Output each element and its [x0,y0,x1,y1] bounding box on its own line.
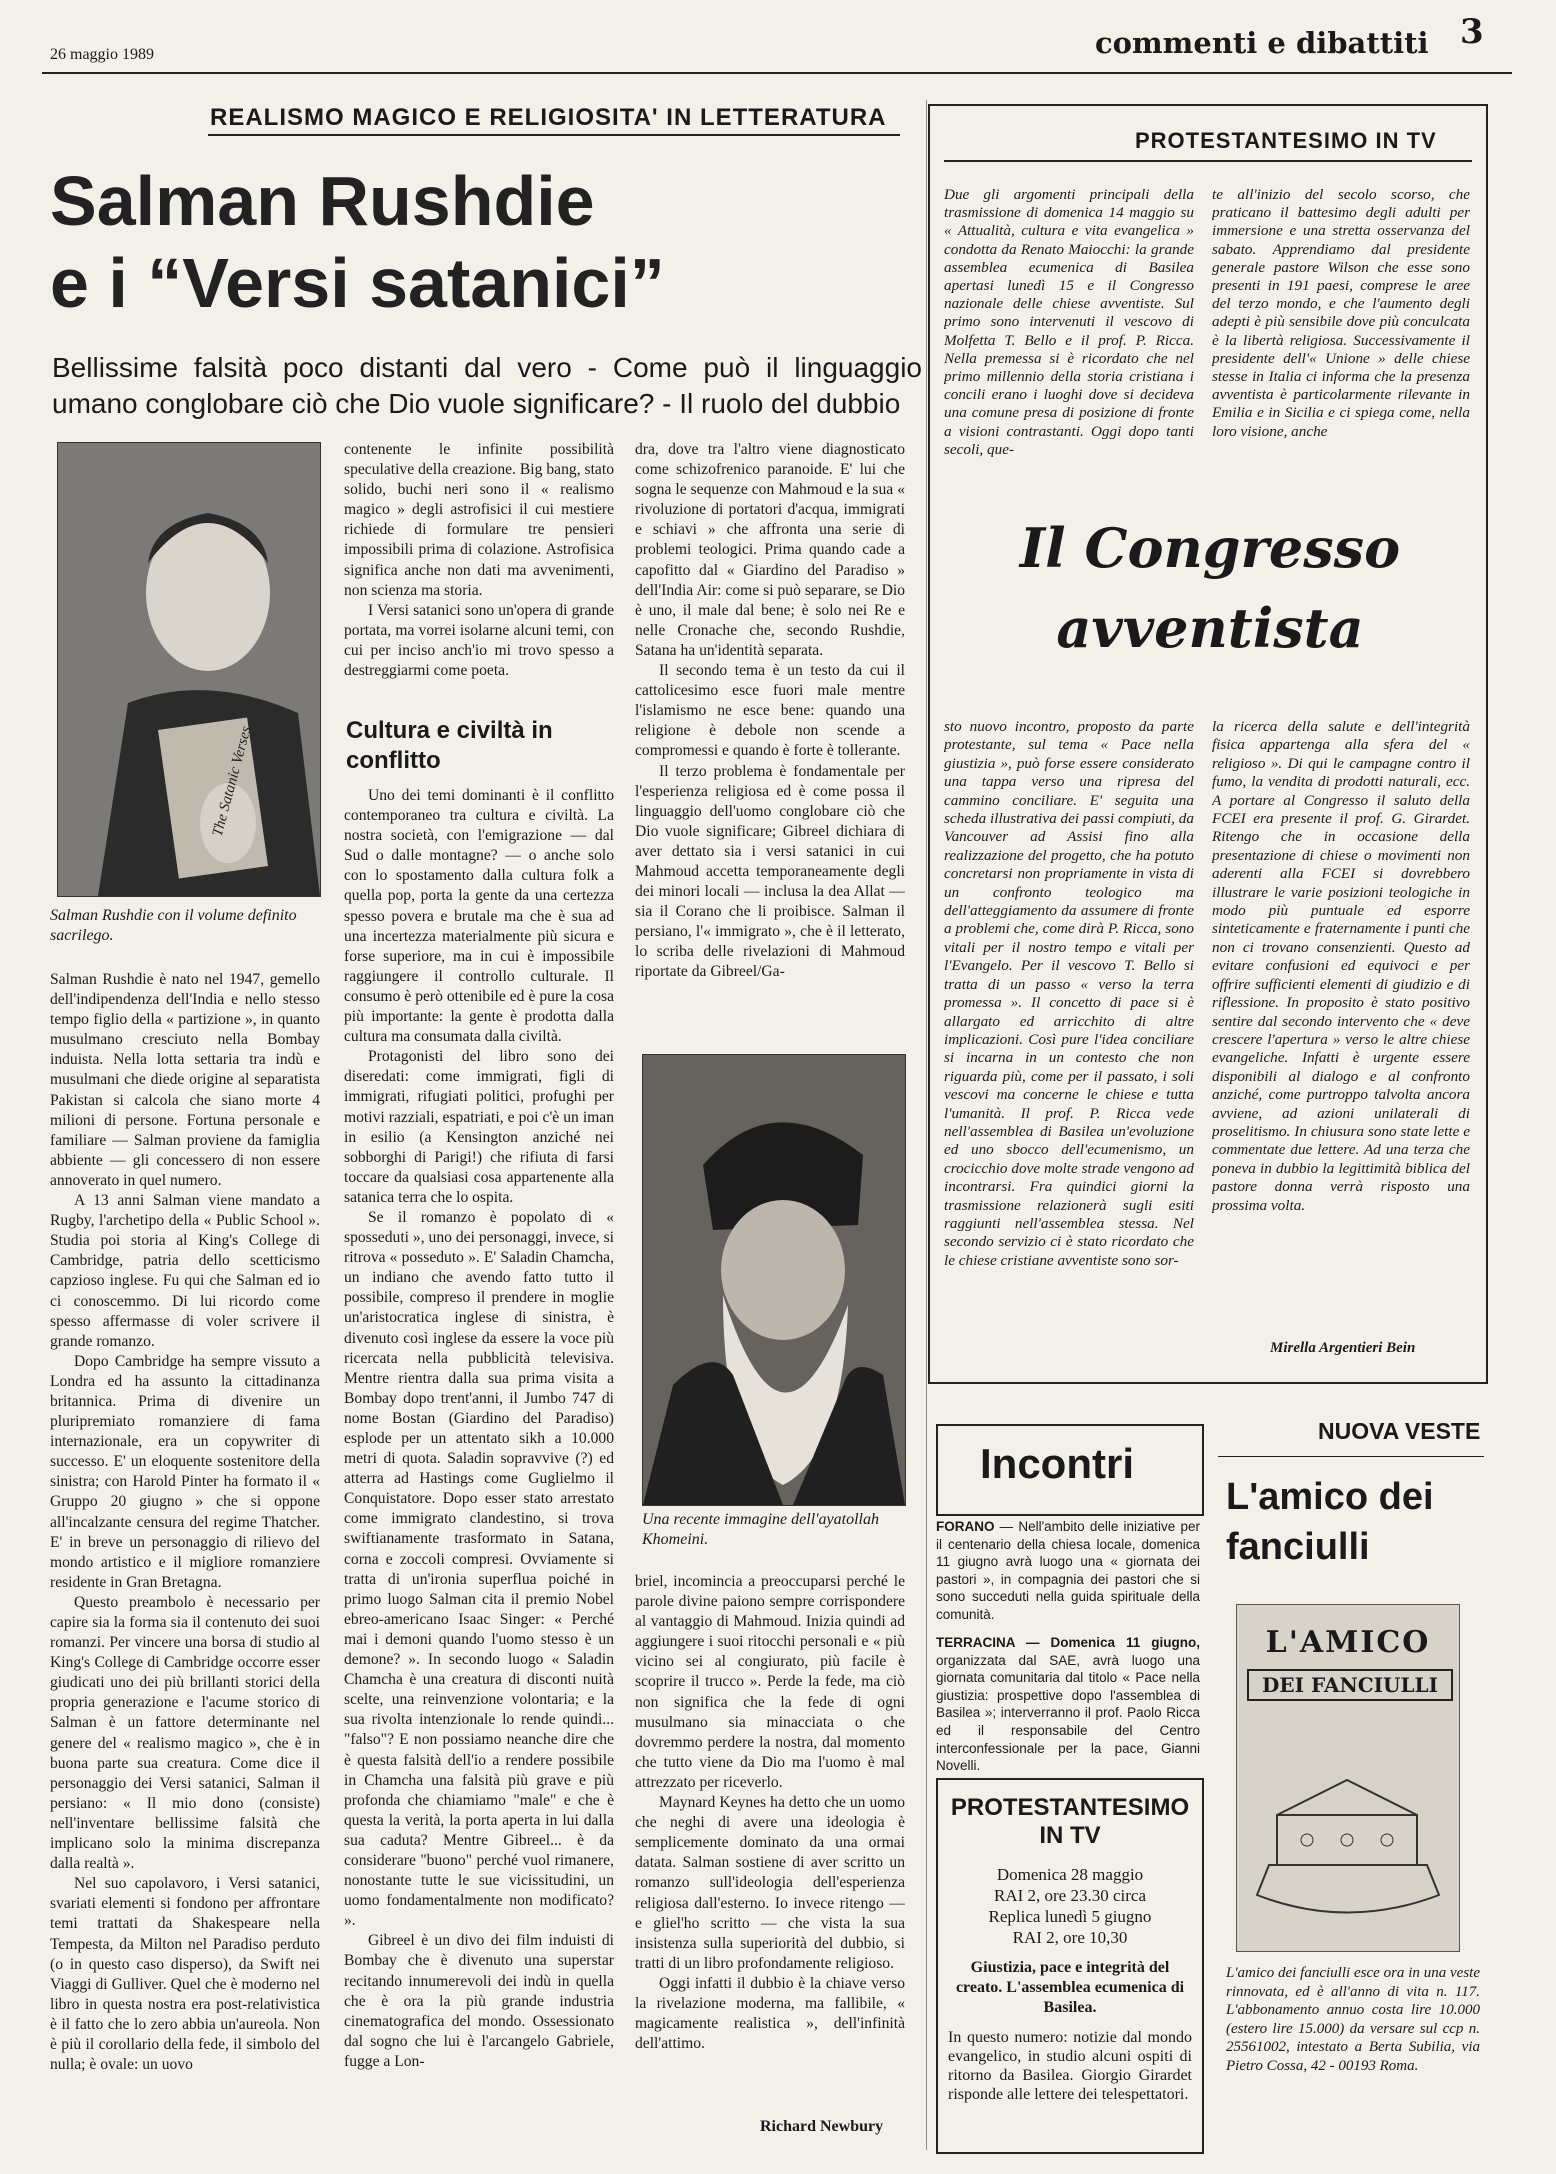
tv-title-line2: IN TV [1039,1822,1101,1849]
nuova-veste-kicker: NUOVA VESTE [1318,1418,1481,1444]
col2-para: contenente le infinite possibilità speculative della creazione. Big bang, stato solido, buchi neri sono il « realismo magico » degli astrofisici il cui mestiere richiede di formulare tre pensieri impossibili prima di colazione. Astrofisica significa anche non dati ma avvenimenti, non scienza ma storia. [344,441,614,599]
khomeini-photo [642,1054,906,1506]
box-title: PROTESTANTESIMO IN TV [1135,128,1437,153]
book-cover-text: The Satanic Verses [209,724,255,839]
tv-line3: Replica lunedì 5 giugno [988,1907,1152,1926]
incontri-box [936,1424,1204,1516]
article-headline [50,160,665,324]
box-intro-col2: te all'inizio del secolo scorso, che praticano il battesimo degli adulti per immersione e una stretta osservanza del sabato. Apprendiamo dal presidente generale pastore Wilson che esse sono presenti in 191 paesi, comprese le aree del terzo mondo, e che l'aumento degli adepti è più sensibile dove più conculcata è la libertà religiosa. Successivamente il presidente dell'« Unione » delle chiese stesse in Italia ci informa che la presenza avventista è particolarmente rilevante in Emilia e in Sicilia e ci spiega come, nella loro visione, anche [1212,186,1470,440]
incontri-title: Incontri [980,1440,1134,1487]
box-title-rule [944,160,1472,162]
tv-line2: RAI 2, ore 23.30 circa [993,1886,1146,1905]
col3-para: Il secondo tema è un testo da cui il cattolicesimo esce fuori male mentre l'islamismo ne esce bene: quando una religione è debole non scende a compromessi e quando è forte è tollerante. [635,662,905,760]
cover-title-line2: DEI FANCIULLI [1247,1669,1453,1701]
cover-ark-illustration [1247,1755,1449,1935]
col3-para: Maynard Keynes ha detto che un uomo che neghi di avere una ideologia è semplicemente dominato da una ormai datata. Salman sostiene di aver scritto un romanzo sull'ideologia dell'esperienza religiosa dall'esterno. Io invece ritengo — e gliel'ho scritto — che vista la sua insistenza sulla superiorità del dubbio, si tratti di un libro profondamente religioso. [635,1794,905,1972]
tv-topic: Giustizia, pace e integrità del creato. L'assemblea ecumenica di Basilea. [955,1959,1185,2016]
kicker-rule [208,134,900,136]
article-subtitle: Bellissime falsità poco distanti dal vero - Come può il linguaggio umano conglobare ciò che Dio vuole significare? - Il ruolo del dubbio [52,352,922,419]
header-rule [42,72,1512,74]
page-number: 3 [1460,12,1484,52]
photo1-caption: Salman Rushdie con il volume definito sacrilego. [50,907,297,944]
forano-text: — Nell'ambito delle iniziative per il centenario della chiesa locale, domenica 11 giugno avrà luogo una « giornata dei pastori », in compagnia dei pastori che si sono succeduti nella guida spirituale della comunità. [936,1519,1200,1622]
col2-para: Gibreel è un divo dei film induisti di Bombay che è divenuto una superstar recitando innumerevoli dei indù in quella che è ora la più grande industria cinematografica del mondo. Ossessionato dal sogno che lui è l'arcangelo Gabriele, fugge a Lon- [344,1932,614,2070]
magazine-cover [1236,1604,1460,1952]
box-intro-col1: Due gli argomenti principali della trasmissione di domenica 14 maggio su « Attualità, cultura e vita evangelica » condotta da Renato Maiocchi: la grande assemblea ecumenica di Basilea apertasi lunedì 15 e il Congresso nazionale delle chiese avventiste. Sul primo sono intervenuti il vescovo di Molfetta T. Bello e il prof. P. Ricca. Nella premessa si è ricordato che nel primo millennio della storia cristiana i concili erano i luoghi dove si decideva una comune presa di posizione di fronte a visioni contrastanti. Oggi dopo tanti secoli, que- [944,186,1194,458]
tv-schedule-box [936,1778,1204,2154]
forano-lead: FORANO [936,1519,995,1534]
rushdie-portrait-illustration [58,443,320,896]
congress-title-2: avventista [1056,596,1364,660]
col3-para: Oggi infatti il dubbio è la chiave verso la rivelazione moderna, ma fallibile, « magicamente realistica », dell'infinità dell'attimo. [635,1974,905,2053]
article-col2-top [344,440,614,700]
nuova-veste-rule [1218,1456,1484,1457]
article-byline: Richard Newbury [760,2118,884,2135]
nuova-veste-title: L'amico dei fanciulli [1226,1476,1434,1568]
col1-para: Salman Rushdie è nato nel 1947, gemello dell'indipendenza dell'India e nello stesso tempo figlio della « partizione », in quanto musulmano cresciuto nella Bombay induista. Nella lotta settaria tra indù e musulmani che diede origine al separatista Pakistan si calcola che siano morte 4 milioni di persone. Fortuna personale e familiare — Salman proviene da famiglia abbiente — gli concessero di non essere annoverato in quel numero. [50,971,320,1189]
col3-para: Il terzo problema è fondamentale per l'esperienza religiosa ed è come possa il linguaggio dell'uomo conglobare ciò che Dio vuole significare; Gibreel dichiara di aver dettato sia i versi satanici in cui Mahmoud accetta temporaneamente degli dei minori locali — inclusa la dea Allat — sia il Corano che li proibisce. Salman il persiano, l'« immigrato », che è il letterato, lo scriba delle rivelazioni di Mahmoud riportate da Gibreel/Ga- [635,762,905,981]
box-body-col1: sto nuovo incontro, proposto da parte protestante, sul tema « Pace nella giustizia », può forse essere considerato una tappa verso una ripresa del cammino conciliare. E' seguita una scheda illustrativa dei passi compiuti, da Vancouver ad Assisi fino alla realizzazione del progetto, che ha potuto concretarsi non propriamente in vista di un confronto teologico ma dell'atteggiamento da assumere di fronte a problemi che, come dirà P. Ricca, sono vitali per il nostro tempo e vitali per l'Evangelo. Per il vescovo T. Bello si tratta di un passo « verso la terra promessa ». Il concetto di pace si è allargato ed arricchito di altre implicazioni. Così pure l'idea conciliare si incarna in un contesto che non riguarda più, come per il passato, i soli vescovi ma concerne le chiese e tutta l'umanità. Il prof. P. Ricca vede nell'assemblea di Basilea un'evoluzione ed uno sbocco dell'ecumenismo, un crocicchio dove molte strade vengono ad incontrarsi. Fra quindici giorni la trasmissione relazionerà sugli esiti raggiunti nell'assemblea stessa. Nel secondo servizio ci è stato ricordato che le chiese cristiane avventiste sono sor- [944,718,1194,1269]
col2-para: Uno dei temi dominanti è il conflitto contemporaneo tra cultura e civiltà. La nostra società, con l'emigrazione — dal Sud o dalle montagne? — o anche solo con lo spostamento dalla cultura folk a quella pop, porta la gente da una certezza spesso povera e brutale ma che è sua ad una incertezza materialmente più sicura e forse superiore, ma in cui è impossibile raggiungere il controllo culturale. Il consumo è però ottenibile ed è pure la cosa più importante: la gente è prodotta dalla cultura ma consumata dalla civiltà. [344,787,614,1046]
incontri-item-terracina [936,1634,1200,1775]
tv-line4: RAI 2, ore 10,30 [1012,1928,1128,1947]
col1-para: Nel suo capolavoro, i Versi satanici, svariati elementi si fondono per affrontare temi trattati da Shakespeare nella Tempesta, da Milton nel Paradiso perduto (o in questo caso disperso), da Swift nei Viaggi di Gulliver. Quel che è moderno nel libro in questa nostra era post-relativistica è il fatto che lo zero abbia un'aureola. Non è più il corollario della fede, il simbolo del nulla; è ovale: un uovo [50,1875,320,2074]
column-divider [926,100,927,2150]
headline-line1: Salman Rushdie [50,162,595,240]
col1-para: Dopo Cambridge ha sempre vissuto a Londra ed ha assunto la cittadinanza britannica. Prima di divenire un pluripremiato romanziere di fama internazionale, era un copywriter di successo. E' un eloquente sostenitore della sinistra; con Harold Pinter ha formato il « Gruppo 20 giugno » che si oppone all'incalzante censura del regime Thatcher. E' in breve un personaggio di rilievo del mondo artistico e il migliore romanziere residente in Gran Bretagna. [50,1352,320,1591]
section-heading: Cultura e civiltà in conflitto [346,717,553,774]
issue-date: 26 maggio 1989 [50,46,154,63]
photo2-caption: Una recente immagine dell'ayatollah Khomeini. [642,1511,879,1548]
col2-para: Protagonisti del libro sono dei diseredati: come immigrati, figli di immigrati, rifugiati politici, profughi per motivi razziali, espatriati, e poi c'è un iman in esilio (a Kensington anziché nei sobborghi di Parigi!) che rifiuta di farsi toccare da qualsiasi cosa appartenente alla satanica terra che lo ospita. [344,1048,614,1206]
cover-title-line1: L'AMICO [1265,1625,1431,1660]
box-author: Mirella Argentieri Bein [1270,1340,1416,1356]
congress-title-1: Il Congresso [1019,516,1401,580]
col1-para: A 13 anni Salman viene mandato a Rugby, l'archetipo della « Public School ». Studia poi storia al King's College di Cambridge, patria dello scetticismo capzioso inglese. Fu qui che Salman ed io ci conoscemmo. Di lui ricordo come spesso affermasse di voler scrivere il grande romanzo. [50,1192,320,1350]
col3-para: briel, incomincia a preoccuparsi perché le parole divine paiono sempre corrispondere al vantaggio di Mahmoud. Inizia quindi ad aggiungere i suoi ritocchi personali e « più vicino sei al congiurato, più facile è scoprire il trucco ». Perde la fede, ma ciò non significa che la fede di ogni musulmano sia minacciata o che dovremmo perdere la nostra, dal momento che tutto viene da Dio ma l'uomo è mal attrezzato per riceverlo. [635,1573,905,1791]
article-col3-bottom [635,1572,905,2112]
article-col3-top [635,440,905,1035]
terracina-text: organizzata dal SAE, avrà luogo una giornata comunitaria dal titolo « Pace nella giustizia: prospettive dopo l'assemblea di Basilea »; interverranno il prof. Paolo Ricca ed il responsabile del Centro interconfessionale per la pace, Gianni Novelli. [936,1652,1200,1774]
col3-para: dra, dove tra l'altro viene diagnosticato come schizofrenico paranoide. E' lui che sogna le sequenze con Mahmoud e la sua « rivoluzione di portatori d'acqua, immigrati e schiavi » che affronta una serie di problemi teologici. Prima quando cade a capofitto dal « Giardino del Paradiso » dell'India Air: come si può separare, se Dio è uno, il male dal bene; è solo nei Re e nelle Cronache che, secondo Rushdie, Satana ha un'identità separata. [635,441,905,659]
section-title: commenti e dibattiti [1095,26,1429,60]
tv-review-box [928,104,1488,1384]
tv-schedule-title [938,1794,1202,1850]
headline-line2: e i “Versi satanici” [50,244,665,322]
tv-description: In questo numero: notizie dal mondo evangelico, in studio alcuni ospiti di ritorno da Basilea. Giorgio Girardet risponde alle lettere dei telespettatori. [948,2029,1192,2103]
tv-title-line1: PROTESTANTESIMO [950,1794,1190,1821]
col2-para: Se il romanzo è popolato di « sposseduti », uno dei personaggi, invece, si ritrova « posseduto ». E' Saladin Chamcha, un indiano che avendo fatto tutto il possibile, compreso il prendere in moglie un'aristocratica inglese di sinistra, è divenuto così inglese da essere la voce più ricercata nella pubblicità televisiva. Mentre rientra dalla sua prima visita a Bombay dopo trent'anni, il Jumbo 747 di nome Bostan (Giardino del Paradiso) esplode per un attentato sikh a 10.000 metri di quota. Saladin sopravvive (?) ed atterra ad Hastings come Guglielmo il Conquistatore. Dopo esser stato arrestato come immigrato clandestino, si trova swiftianamente trasformato in Satana, corna e zoccoli compresi. Ovviamente si tratta di un'ironia superflua poiché in primo luogo Salman cita il premio Nobel ebreo-americano Isaac Singer: « Perché mai i demoni quando l'uomo stesso è un demone? ». In secondo luogo « Saladin Chamcha è una creatura di disconti nuità scelte, una reinvenzione volontaria; e la sua rivolta intenzionale lo rende quindi... "falso"? E non possiamo neanche dire che è questa falsità dell'io a rendere possibile in Chamcha una falsità più grave e più profonda che chiamiamo "male" e che è questa la verità, la porta aperta in lui dalla sua caduta? Mentre Gibreel... è da considerare "buono" perché vuol rimanere, nonostante tutte le sue vicissitudini, un uomo fondamentalmente non modificato? ». [344,1208,614,1930]
box-body-col2: la ricerca della salute e dell'integrità fisica appartenga alla sfera del « religioso ». Di qui le campagne contro il fumo, la vendita di prodotti naturali, ecc. A portare al Congresso il saluto della FCEI era presente il prof. G. Girardet. Ritengo che in occasione della presentazione di chiese o movimenti non aderenti alla FCEI si dovrebbero illustrare le varie posizioni teologiche in modo più puntuale ed esporre sinteticamente e fraternamente i punti che non ci trovano consenzienti. Questo ad evitare confusioni ed equivoci e per offrire sufficienti elementi di giudizio e di riflessione. In proposito è stato positivo sentire dal secondo intervento che « deve crescere l'apertura » verso le altre chiese evangeliche. Infatti è urgente essere disponibili al dialogo e al confronto anziché, come purtroppo talvolta ancora avviene, ad azioni unilaterali di proselitismo. In chiusura sono state lette e commentate due lettere. Ad una terza che poneva in dubbio la legittimità biblica del pastore donna verrà risposto una prossima volta. [1212,718,1470,1214]
nuova-veste-text: L'amico dei fanciulli esce ora in una veste rinnovata, ed è all'anno di vita n. 117. L'abbonamento annuo costa lire 10.000 (estero lire 15.000) da versare sul ccp n. 25561002, intestato a Berta Subilia, via Pietro Cossa, 42 - 00193 Roma. [1226,1965,1480,2074]
col1-para: Questo preambolo è necessario per capire sia la forma sia il contenuto dei suoi romanzi. Per vincere una borsa di studio al King's College di Cambridge occorre esser giudicati uno dei più brillanti storici della propria generazione e l'acume storico di Salman è un fattore determinante nel genere del « realismo magico », che è in buona parte sua creatura. Come dice il personaggio dei Versi satanici, Salman il persiano: « Il mio dono (consiste) nell'inventare bellissime falsità che implicano solo la minima discrepanza dalla realtà ». [50,1593,320,1873]
article-col1 [50,970,320,2170]
tv-schedule-times [938,1864,1202,1948]
incontri-item-forano [936,1518,1200,1624]
khomeini-portrait-illustration [643,1055,905,1505]
terracina-lead: TERRACINA — Domenica 11 giugno, [936,1635,1200,1650]
article-kicker: REALISMO MAGICO E RELIGIOSITA' IN LETTERATURA [210,104,887,131]
col2-para: I Versi satanici sono un'opera di grande portata, ma vorrei isolarne alcuni temi, con cui per inciso anch'io mi trovo spesso a destreggiarmi come poeta. [344,601,614,680]
rushdie-photo [57,442,321,897]
tv-line1: Domenica 28 maggio [996,1865,1144,1884]
article-col2-body [344,786,614,2170]
